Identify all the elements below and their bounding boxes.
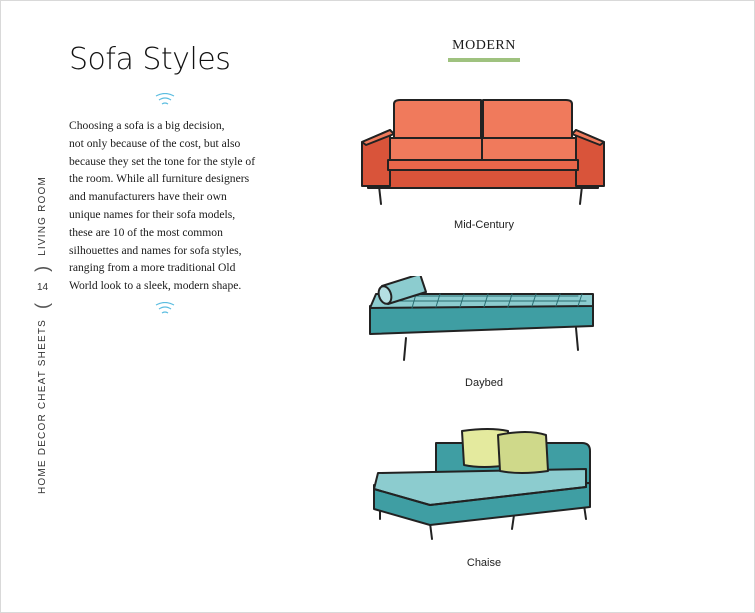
sofa-caption: Mid-Century: [454, 219, 514, 231]
intro-line: Choosing a sofa is a big decision,: [69, 119, 225, 132]
section-name: LIVING ROOM: [36, 175, 48, 256]
wave-divider-icon: [154, 302, 176, 316]
side-tab-text: [32, 175, 52, 495]
book-title: HOME DECOR CHEAT SHEETS: [36, 318, 48, 495]
page-number-bracket-right: ): [32, 265, 52, 272]
intro-line: because they set the tone for the style of: [69, 154, 256, 168]
daybed-illustration: [368, 276, 598, 364]
intro-line: not only because of the cost, but also: [69, 136, 241, 150]
wave-divider-icon: [154, 93, 176, 107]
intro-line: these are 10 of the most common: [69, 225, 223, 239]
side-tab: [6, 175, 56, 495]
page-number-bracket-left: (: [32, 302, 52, 309]
intro-line: and manufacturers have their own: [69, 190, 227, 204]
mid-century-sofa-illustration: [360, 98, 606, 208]
intro-line: silhouettes and names for sofa styles,: [69, 243, 242, 257]
intro-paragraph: [69, 117, 279, 295]
intro-line: ranging from a more traditional Old: [69, 261, 236, 275]
intro-line: World look to a sleek, modern shape.: [69, 279, 242, 293]
chaise-illustration: [370, 425, 598, 543]
sofa-caption: Daybed: [465, 377, 503, 389]
intro-line: the room. While all furniture designers: [69, 172, 250, 186]
page-title: Sofa Styles: [69, 42, 231, 77]
section-heading: MODERN: [452, 38, 516, 53]
page-number: 14: [36, 281, 48, 293]
section-heading-underline: [448, 58, 520, 62]
intro-line: unique names for their sofa models,: [69, 207, 236, 221]
sofa-caption: Chaise: [466, 557, 502, 569]
